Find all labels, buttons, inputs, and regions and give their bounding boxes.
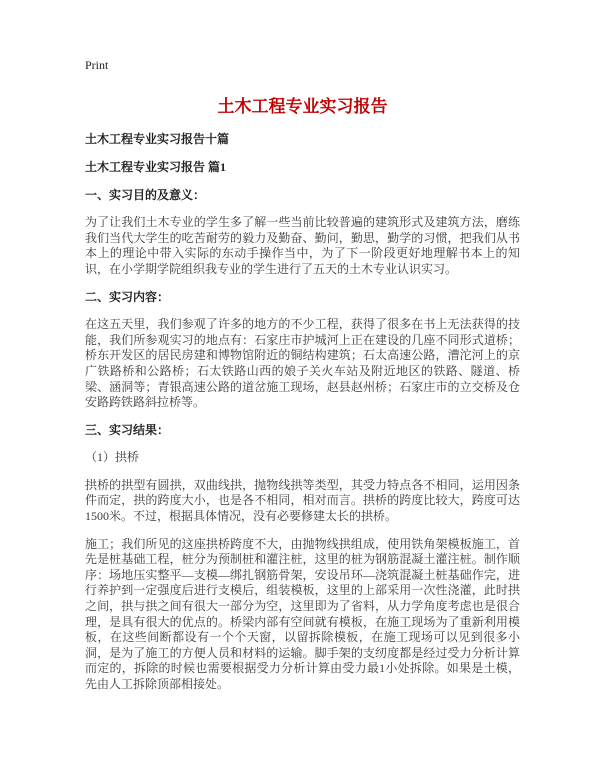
document-title: 土木工程专业实习报告 (217, 97, 388, 116)
paragraph-arch-bridge: 拱桥的拱型有圆拱，双曲线拱，抛物线拱等类型，其受力特点各不相同，运用因条件而定，拱的跨度大小，也是各不相同，相对而言。拱桥的跨度比较大，跨度可达1500米。不过，根据具体情况，没有必要修建太长的拱桥。 (85, 477, 520, 524)
paragraph-content: 在这五天里，我们参观了许多的地方的不少工程，获得了很多在书上无法获得的技能，我们所参观实习的地点有：石家庄市护城河上正在建设的几座不同形式道桥；桥东开发区的居民房建和博物馆附近的铜结构建筑；石太高速公路，漕沱河上的京广铁路桥和公路桥；石太铁路山西的娘子关火车站及附近地区的铁路、隧道、桥梁、涵洞等；青银高速公路的道岔施工现场，赵县赵州桥；石家庄市的立交桥及仓安路跨铁路斜拉桥等。 (85, 317, 520, 410)
subsection-label-arch-bridge: （1）拱桥 (85, 450, 140, 465)
article-heading: 土木工程专业实习报告 篇1 (85, 159, 227, 174)
document-subtitle: 土木工程专业实习报告十篇 (85, 132, 230, 147)
section-heading-results: 三、实习结果： (85, 422, 170, 437)
paragraph-construction: 施工；我们所见的这座拱桥跨度不大，由抛物线拱组成，使用铁角架模板施工，首先是桩基础工程，桩分为预制桩和灌注桩，这里的桩为钢筋混凝土灌注桩。制作顺序：场地压实整平—支模—绑扎钢筋骨架，安设吊环—浇筑混凝土桩基础作完，进行养护到一定强度后进行支模后，组装模板，这里的上部采用一次性浇灌，此时拱之间，拱与拱之间有很大一部分为空，这里即为了省料，从力学角度考虑也是很合理，是具有很大的优点的。桥梁内部有空间就有模板，在施工现场为了重新利用模板，在这些间断都设有一个个天窗，以留拆除模板，在施工现场可以见到很多小洞，是为了施工的方便人员和材料的运输。脚手架的支纫度都是经过受力分析计算而定的，拆除的时候也需要根据受力分析计算由受力最1小处拆除。如果是土模，先由人工拆除顶部相接处。 (85, 536, 520, 692)
paragraph-purpose: 为了让我们土木专业的学生多了解一些当前比较普遍的建筑形式及建筑方法，磨练我们当代大学生的吃苦耐劳的毅力及勤奋、勤问，勤思，勤学的习惯，把我们从书本上的理论中带入实际的东动手操作当中，为了下一阶段更好地理解书本上的知识，在小学期学院组织我专业的学生进行了五天的土木专业认识实习。 (85, 215, 520, 276)
print-link[interactable]: Print (85, 58, 109, 72)
section-heading-purpose: 一、实习目的及意义： (85, 187, 206, 202)
section-heading-content: 二、实习内容： (85, 289, 170, 304)
